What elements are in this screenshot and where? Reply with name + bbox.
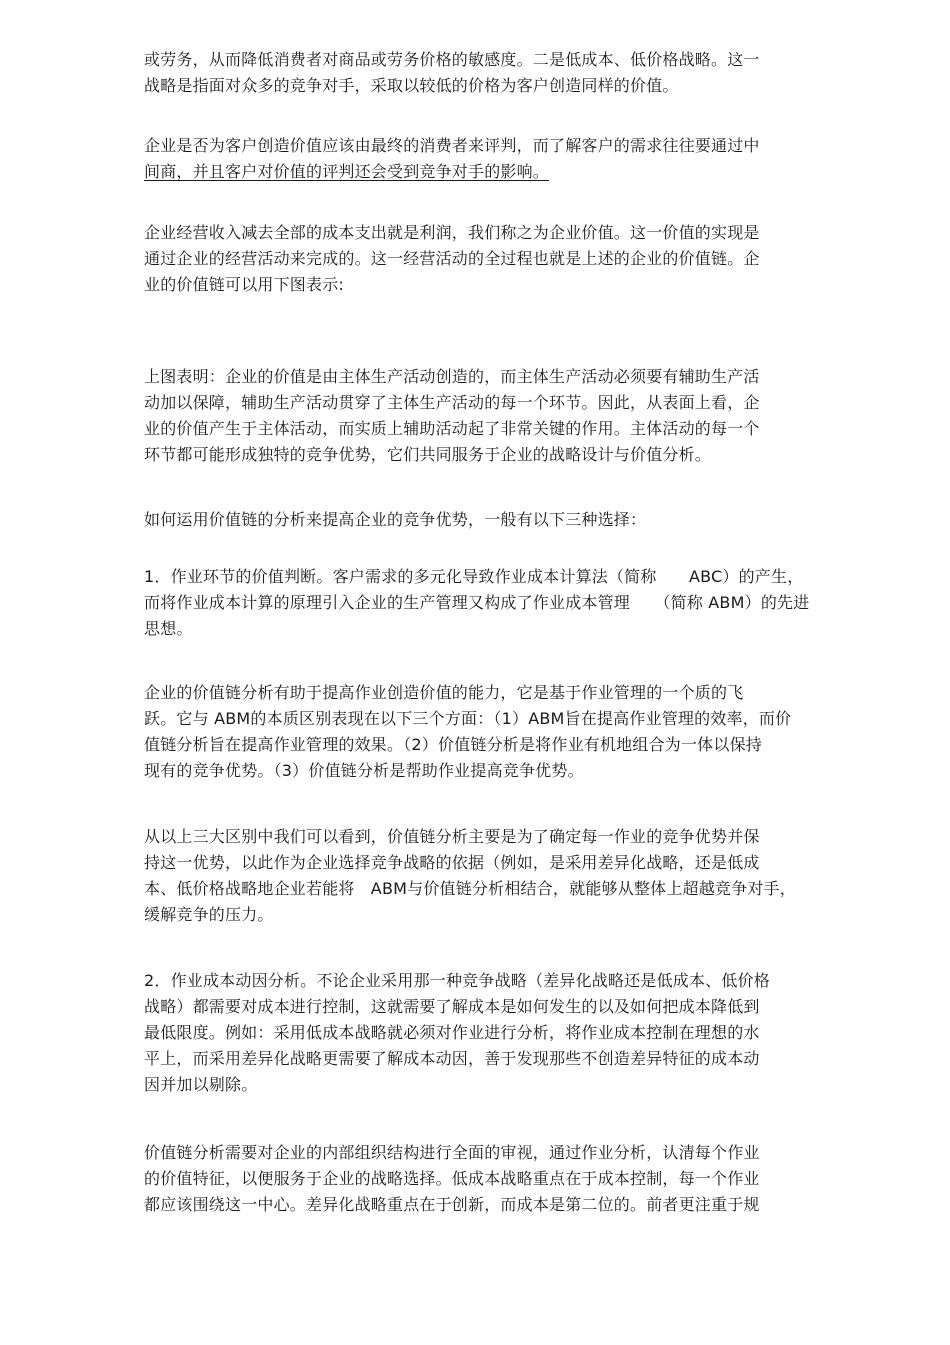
- text-line: 都应该围绕这一中心。差异化战略重点在于创新，而成本是第二位的。前者更注重于规: [144, 1195, 760, 1214]
- paragraph-2: [144, 133, 844, 185]
- text-line: 企业的价值链分析有助于提高作业创造价值的能力，它是基于作业管理的一个质的飞: [144, 683, 744, 702]
- paragraph-4: [144, 364, 844, 468]
- text-line: 本、低价格战略地企业若能将 ABM与价值链分析相结合，就能够从整体上超越竞争对手，: [144, 879, 796, 898]
- paragraph-10: [144, 1140, 844, 1218]
- paragraph-3: [144, 220, 844, 298]
- paragraph-9: [144, 968, 844, 1098]
- paragraph-1: [144, 47, 844, 99]
- text-line: 业的价值链可以用下图表示:: [144, 275, 344, 294]
- text-line: 业的价值产生于主体活动，而实质上辅助活动起了非常关键的作用。主体活动的每一个: [144, 419, 760, 438]
- text-line: 值链分析旨在提高作业管理的效果。（2）价值链分析是将作业有机地组合为一体以保持: [144, 735, 762, 754]
- text-line: 1．作业环节的价值判断。客户需求的多元化导致作业成本计算法（简称 ABC）的产生，: [144, 567, 804, 586]
- text-line: 现有的竞争优势。（3）价值链分析是帮助作业提高竞争优势。: [144, 761, 584, 780]
- text-line: 间商，并且客户对价值的评判还会受到竞争对手的影响。: [144, 162, 550, 181]
- text-line: 2．作业成本动因分析。不论企业采用那一种竞争战略（差异化战略还是低成本、低价格: [144, 971, 770, 990]
- text-line: 环节都可能形成独特的竞争优势，它们共同服务于企业的战略设计与价值分析。: [144, 445, 712, 464]
- text-line: 思想。: [144, 619, 193, 638]
- text-line: 动加以保障，辅助生产活动贯穿了主体生产活动的每一个环节。因此，从表面上看，企: [144, 393, 760, 412]
- text-line: 价值链分析需要对企业的内部组织结构进行全面的审视，通过作业分析，认清每个作业: [144, 1143, 760, 1162]
- text-line: 企业是否为客户创造价值应该由最终的消费者来评判，而了解客户的需求往往要通过中: [144, 136, 760, 155]
- text-line: 因并加以剔除。: [144, 1075, 258, 1094]
- paragraph-6: [144, 564, 884, 642]
- text-line: 如何运用价值链的分析来提高企业的竞争优势，一般有以下三种选择：: [144, 510, 647, 529]
- paragraph-8: [144, 824, 844, 928]
- text-line: 缓解竞争的压力。: [144, 905, 274, 924]
- paragraph-5: [144, 507, 844, 533]
- text-line: 而将作业成本计算的原理引入企业的生产管理又构成了作业成本管理 （简称 ABM）的先进: [144, 593, 810, 612]
- text-line: 企业经营收入减去全部的成本支出就是利润，我们称之为企业价值。这一价值的实现是: [144, 223, 760, 242]
- text-line: 持这一优势，以此作为企业选择竞争战略的依据（例如，是采用差异化战略，还是低成: [144, 853, 760, 872]
- text-line: 战略）都需要对成本进行控制，这就需要了解成本是如何发生的以及如何把成本降低到: [144, 997, 760, 1016]
- text-line: 从以上三大区别中我们可以看到，价值链分析主要是为了确定每一作业的竞争优势并保: [144, 827, 760, 846]
- text-line: 通过企业的经营活动来完成的。这一经营活动的全过程也就是上述的企业的价值链。企: [144, 249, 760, 268]
- paragraph-7: [144, 680, 844, 784]
- text-line: 战略是指面对众多的竞争对手，采取以较低的价格为客户创造同样的价值。: [144, 76, 679, 95]
- text-line: 或劳务，从而降低消费者对商品或劳务价格的敏感度。二是低成本、低价格战略。这一: [144, 50, 760, 69]
- text-line: 平上，而采用差异化战略更需要了解成本动因，善于发现那些不创造差异特征的成本动: [144, 1049, 760, 1068]
- text-line: 的价值特征，以便服务于企业的战略选择。低成本战略重点在于成本控制，每一个作业: [144, 1169, 760, 1188]
- text-line: 最低限度。例如：采用低成本战略就必须对作业进行分析，将作业成本控制在理想的水: [144, 1023, 760, 1042]
- text-line: 上图表明：企业的价值是由主体生产活动创造的，而主体生产活动必须要有辅助生产活: [144, 367, 760, 386]
- text-line: 跃。它与 ABM的本质区别表现在以下三个方面：（1）ABM旨在提高作业管理的效率，而价: [144, 709, 792, 728]
